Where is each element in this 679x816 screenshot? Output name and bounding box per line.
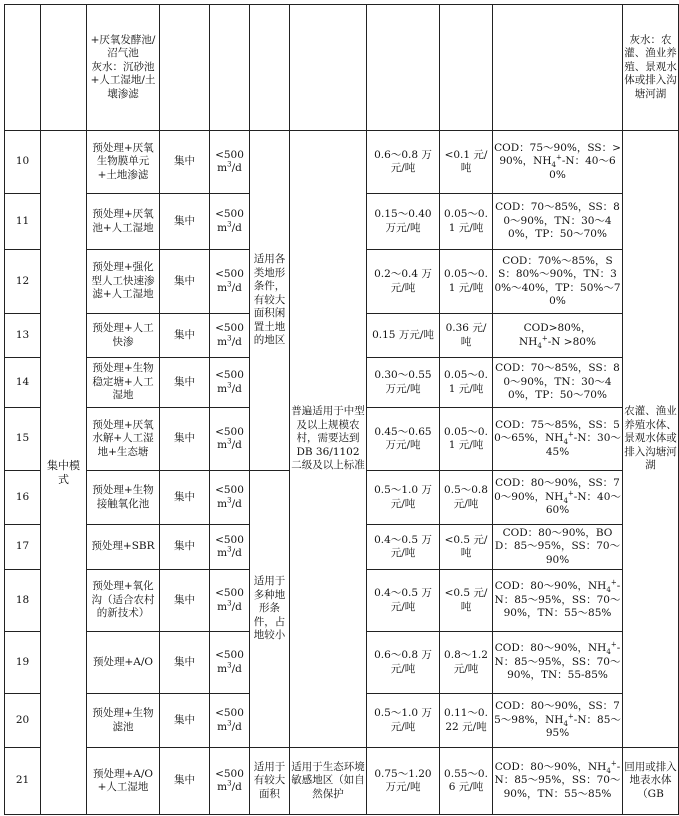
scale-unit-tail: /d — [231, 781, 242, 793]
running-cost-cell: <0.1 元/吨 — [440, 131, 493, 194]
row-number: 11 — [5, 194, 41, 250]
running-cost-cell: 0.36 元/吨 — [440, 314, 493, 358]
scale-unit-tail: /d — [231, 720, 242, 733]
process-cell: 预处理+氧化沟（适合农村的新技术） — [87, 570, 160, 632]
reuse-cell: 农灌、渔业养殖水体、景观水体或排入沟塘河湖 — [623, 131, 679, 748]
scale-unit-sup: 3 — [227, 437, 232, 446]
row-number: 10 — [5, 131, 41, 194]
effect-text: -N：30～45% — [545, 432, 621, 458]
scale-value: <500 — [215, 268, 244, 280]
scale-unit-base: m — [217, 662, 228, 675]
terrain-cell — [250, 5, 290, 131]
scale-value: <500 — [215, 533, 244, 546]
investment-cell: 0.2～0.4 万元/吨 — [367, 250, 440, 314]
effect-script: + — [541, 334, 548, 342]
row-number — [5, 5, 41, 131]
scale-value: <500 — [215, 148, 244, 161]
effect-script: 4 — [563, 719, 568, 728]
row-number: 19 — [5, 632, 41, 694]
effect-text: COD：70%～85%，SS：80%～90%，TN：30%～40%，TP：50%～70% — [494, 254, 621, 307]
scale-unit-tail: /d — [231, 281, 242, 294]
scope-cell: 适用于生态环境敏感地区（如自然保护 — [290, 748, 367, 815]
effect-cell — [493, 632, 623, 694]
scale-cell — [210, 748, 250, 815]
running-cost-cell: 0.55～0.6 元/吨 — [440, 748, 493, 815]
row-number: 18 — [5, 570, 41, 632]
effect-text: -N >80% — [547, 335, 596, 348]
row-number: 16 — [5, 471, 41, 525]
effect-cell — [493, 314, 623, 358]
effect-text: -N：40～60% — [549, 155, 616, 181]
running-cost-cell: 0.05～0.1 元/吨 — [440, 408, 493, 471]
row-number: 20 — [5, 694, 41, 748]
scale-unit-base: m — [217, 720, 228, 733]
scale-unit-base: m — [217, 335, 228, 348]
treatment-process-table — [4, 4, 679, 815]
effect-script: + — [567, 489, 574, 498]
effect-cell — [493, 408, 623, 471]
effect-script: + — [610, 759, 617, 768]
process-cell: 预处理+A/O+人工湿地 — [87, 748, 160, 815]
effect-cell — [493, 748, 623, 815]
process-cell: 预处理+厌氧生物膜单元+土地渗滤 — [87, 131, 160, 194]
scale-unit-sup: 3 — [227, 661, 232, 669]
process-cell: 预处理+生物接触氧化池 — [87, 471, 160, 525]
mode-label: 集中模式 — [41, 131, 87, 815]
investment-cell: 0.6～0.8 万元/吨 — [367, 632, 440, 694]
table-body — [5, 5, 679, 815]
scale-unit-tail: /d — [231, 547, 242, 559]
effect-text: -N：85～95%，SS：70～90%，TN：55-85% — [494, 642, 621, 682]
scale-value: <500 — [215, 369, 244, 381]
scale-value: <500 — [215, 484, 244, 496]
running-cost-cell: <0.5 元/吨 — [440, 525, 493, 570]
process-cell: 预处理+人工快渗 — [87, 314, 160, 358]
row-number: 12 — [5, 250, 41, 314]
effect-cell — [493, 694, 623, 748]
running-cost-cell: 0.11～0.22 元/吨 — [440, 694, 493, 748]
process-cell: 预处理+厌氧池+人工湿地 — [87, 194, 160, 250]
mode-cell: 集中 — [160, 358, 210, 408]
scale-cell — [210, 632, 250, 694]
scale-unit-base: m — [217, 781, 228, 793]
effect-text: COD：80～90%，SS：70～90%，NH — [494, 477, 620, 503]
investment-cell: 0.30～0.55 万元/吨 — [367, 358, 440, 408]
running-cost-cell: 0.8～1.2 元/吨 — [440, 632, 493, 694]
mode-cell: 集中 — [160, 194, 210, 250]
scope-cell — [290, 5, 367, 131]
process-cell: 预处理+A/O — [87, 632, 160, 694]
investment-cell: 0.75～1.20 万元/吨 — [367, 748, 440, 815]
effect-text: COD：75～85%，SS：50～65%，NH — [494, 418, 620, 445]
investment-cell — [367, 5, 440, 131]
scale-unit-tail: /d — [231, 382, 242, 395]
row-number: 13 — [5, 314, 41, 358]
scale-unit-base: m — [217, 439, 228, 451]
effect-script: + — [610, 578, 617, 587]
scale-value: <500 — [215, 208, 244, 220]
row-number: 21 — [5, 748, 41, 815]
scale-unit-tail: /d — [231, 600, 242, 613]
scale-unit-sup: 3 — [227, 779, 232, 788]
investment-cell: 0.4～0.5 万元/吨 — [367, 525, 440, 570]
effect-text: COD：70～85%，SS：80～90%，TN：30～40%，TP：50～70% — [495, 201, 620, 241]
investment-cell: 0.15～0.40 万元/吨 — [367, 194, 440, 250]
effect-script: 4 — [606, 586, 611, 595]
scale-unit-sup: 3 — [227, 496, 232, 504]
scale-value: <500 — [215, 767, 244, 780]
scale-unit-sup: 3 — [227, 719, 232, 727]
terrain-cell: 适用各类地形条件，有较大面积闲置土地的地区 — [250, 131, 290, 471]
scale-unit-tail: /d — [231, 221, 242, 234]
scale-unit-base: m — [217, 382, 228, 395]
process-cell: 预处理+厌氧水解+人工湿地+生态塘 — [87, 408, 160, 471]
effect-cell — [493, 471, 623, 525]
process-cell: 预处理+SBR — [87, 525, 160, 570]
effect-cell — [493, 5, 623, 131]
table-row — [5, 131, 679, 194]
process-cell: 预处理+生物滤池 — [87, 694, 160, 748]
mode-cell: 集中 — [160, 694, 210, 748]
effect-script: + — [610, 640, 617, 649]
effect-text: -N：85～95%，SS：70～90%，TN：55～85% — [494, 580, 621, 620]
effect-text: COD：80～90%，NH — [494, 760, 607, 773]
running-cost-cell: 0.05～0.1 元/吨 — [440, 194, 493, 250]
scale-cell — [210, 525, 250, 570]
scope-cell: 普遍适用于中型及以上规模农村，需要达到 DB 36/1102 二级及以上标准 — [290, 131, 367, 748]
scale-unit-tail: /d — [231, 335, 242, 348]
scale-unit-base: m — [217, 221, 228, 234]
row-number: 15 — [5, 408, 41, 471]
process-cell: +厌氧发酵池/沼气池 灰水：沉砂池+人工湿地/土壤渗滤 — [87, 5, 160, 131]
effect-cell — [493, 131, 623, 194]
mode-cell: 集中 — [160, 570, 210, 632]
process-cell: 预处理+强化型人工快速渗滤+人工湿地 — [87, 250, 160, 314]
scale-unit-sup: 3 — [227, 381, 232, 389]
effect-cell — [493, 250, 623, 314]
effect-script: 4 — [606, 766, 611, 775]
running-cost-cell — [440, 5, 493, 131]
reuse-cell: 灰水：农灌、渔业养殖、景观水体或排入沟塘河湖 — [623, 5, 679, 131]
mode-cell: 集中 — [160, 748, 210, 815]
scale-unit-sup: 3 — [227, 160, 232, 169]
effect-text: -N：40～60% — [545, 490, 621, 517]
effect-script: + — [567, 430, 574, 439]
reuse-cell: 回用或排入地表水体（GB — [623, 748, 679, 815]
investment-cell: 0.15 万元/吨 — [367, 314, 440, 358]
scale-unit-base: m — [217, 162, 228, 174]
scale-unit-base: m — [217, 547, 228, 559]
mode-cell: 集中 — [160, 131, 210, 194]
table-row — [5, 5, 679, 131]
scale-unit-sup: 3 — [227, 545, 232, 554]
row-number: 17 — [5, 525, 41, 570]
mode-cell: 集中 — [160, 250, 210, 314]
effect-text: COD：75～90%，SS：>90%，NH — [494, 141, 621, 168]
effect-text: -N：85～95%，SS：70～90%，TN：55～85% — [494, 760, 621, 800]
effect-text: COD：80～90%，SS：75～98%，NH — [494, 700, 620, 726]
mode-cell: 集中 — [160, 525, 210, 570]
scale-value: <500 — [215, 425, 244, 438]
effect-text: COD>80%， NH — [519, 322, 592, 348]
effect-script: 4 — [563, 438, 568, 447]
scale-cell — [210, 471, 250, 525]
scale-cell — [210, 570, 250, 632]
scale-cell — [210, 131, 250, 194]
scale-unit-base: m — [217, 497, 228, 510]
scale-cell — [210, 5, 250, 131]
terrain-cell: 适用于多种地形条件，占地较小 — [250, 471, 290, 748]
effect-text: -N：85～95% — [545, 713, 621, 740]
running-cost-cell: 0.05～0.1 元/吨 — [440, 250, 493, 314]
effect-cell — [493, 358, 623, 408]
effect-text: COD：80～90%，NH — [494, 642, 607, 655]
effect-script: 4 — [551, 161, 556, 170]
mode-cell: 集中 — [160, 314, 210, 358]
terrain-cell: 适用于有较大面积 — [250, 748, 290, 815]
mode-cell: 集中 — [160, 471, 210, 525]
investment-cell: 0.4～0.5 万元/吨 — [367, 570, 440, 632]
running-cost-cell: <0.5 元/吨 — [440, 570, 493, 632]
scale-value: <500 — [215, 649, 244, 661]
scale-value: <500 — [215, 707, 244, 719]
scale-unit-tail: /d — [231, 162, 242, 174]
running-cost-cell: 0.05～0.1 元/吨 — [440, 358, 493, 408]
process-cell: 预处理+生物稳定塘+人工湿地 — [87, 358, 160, 408]
effect-cell — [493, 525, 623, 570]
scale-cell — [210, 358, 250, 408]
effect-script: 4 — [537, 341, 542, 350]
effect-script: 4 — [563, 496, 568, 505]
scale-unit-sup: 3 — [227, 220, 232, 228]
scale-unit-base: m — [217, 600, 228, 613]
scale-cell — [210, 314, 250, 358]
scale-cell — [210, 250, 250, 314]
running-cost-cell: 0.5～0.8 元/吨 — [440, 471, 493, 525]
scale-unit-tail: /d — [231, 497, 242, 510]
effect-cell — [493, 570, 623, 632]
scale-unit-sup: 3 — [227, 280, 232, 288]
effect-text: COD：80～90%，BOD：85～95%，SS：70～90% — [494, 526, 621, 566]
investment-cell: 0.5～1.0 万元/吨 — [367, 471, 440, 525]
investment-cell: 0.5～1.0 万元/吨 — [367, 694, 440, 748]
investment-cell: 0.45～0.65 万元/吨 — [367, 408, 440, 471]
effect-script: + — [567, 712, 574, 721]
scale-unit-tail: /d — [231, 662, 242, 675]
effect-text: COD：80～90%，NH — [494, 580, 607, 593]
scale-value: <500 — [215, 322, 244, 334]
effect-cell — [493, 194, 623, 250]
effect-script: 4 — [606, 648, 611, 657]
scale-unit-sup: 3 — [227, 334, 232, 342]
table-row — [5, 748, 679, 815]
scale-cell — [210, 694, 250, 748]
scale-value: <500 — [215, 587, 244, 599]
scale-unit-base: m — [217, 281, 228, 294]
scale-cell — [210, 194, 250, 250]
scale-cell — [210, 408, 250, 471]
scale-unit-sup: 3 — [227, 599, 232, 607]
effect-script: + — [556, 153, 562, 162]
mode-cell — [160, 5, 210, 131]
mode-cell — [41, 5, 87, 131]
row-number: 14 — [5, 358, 41, 408]
mode-cell: 集中 — [160, 408, 210, 471]
effect-text: COD：70～85%，SS：80～90%，TN：30～40%，TP：50～70% — [495, 362, 620, 402]
mode-cell: 集中 — [160, 632, 210, 694]
scale-unit-tail: /d — [231, 439, 242, 451]
investment-cell: 0.6～0.8 万元/吨 — [367, 131, 440, 194]
